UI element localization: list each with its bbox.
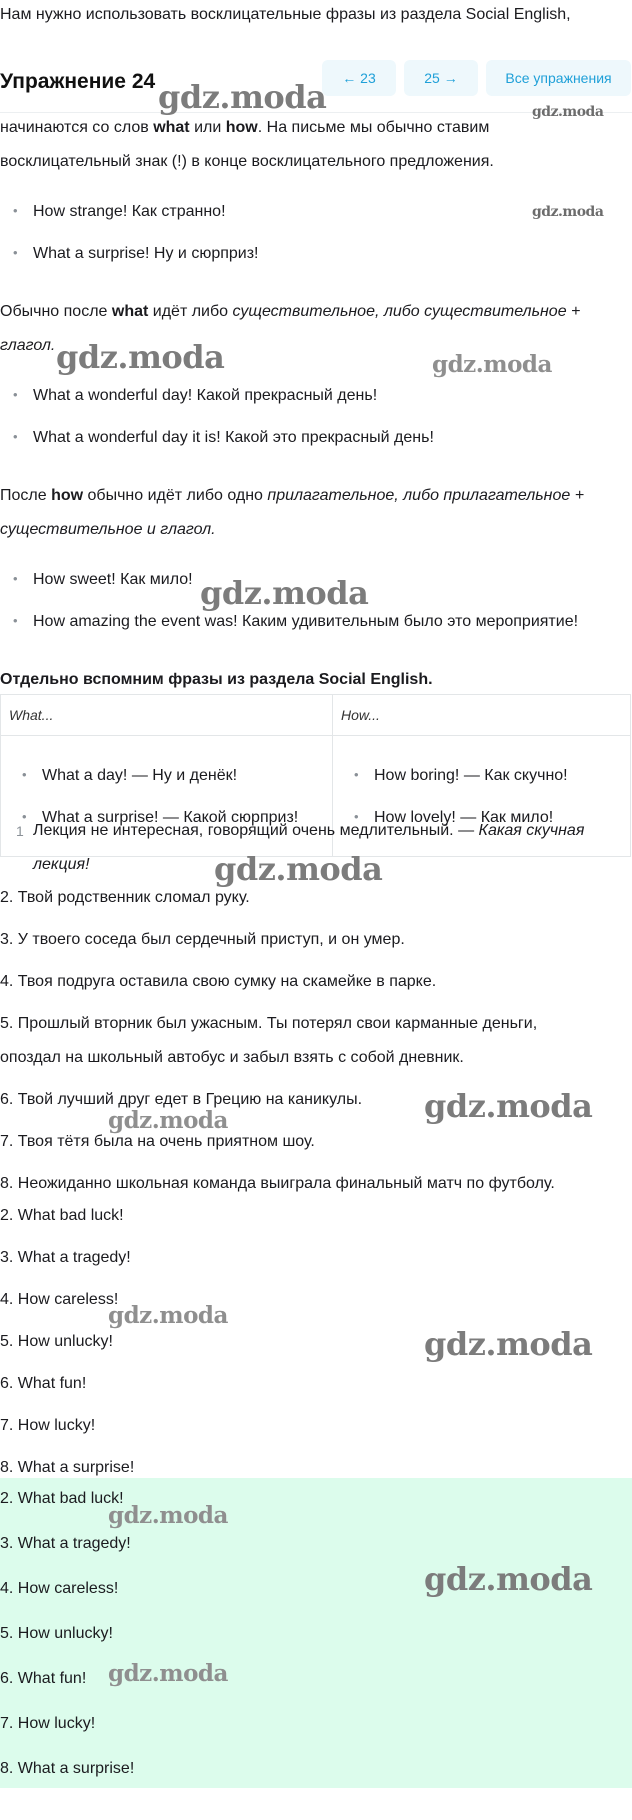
task-item: 2. Твой родственник сломал руку. — [0, 889, 250, 906]
watermark: gdz.moda — [108, 1502, 228, 1529]
watermark: gdz.moda — [424, 1560, 593, 1598]
answer-item: 5. How unlucky! — [0, 1625, 113, 1642]
paragraph-2: Обычно после what идёт либо существительное, либо существительное + — [0, 303, 581, 320]
task-item: 5. Прошлый вторник был ужасным. Ты потерял свои карманные деньги, — [0, 1015, 538, 1032]
list-item: • What a surprise! — Какой сюрприз! — [25, 809, 298, 827]
list-item: • What a day! — Ну и денёк! — [25, 767, 237, 785]
answer-item: 8. What a surprise! — [0, 1760, 135, 1777]
watermark: gdz.moda — [158, 78, 327, 116]
paragraph-1: начинаются со слов what или how. На письме мы обычно ставим — [0, 119, 490, 136]
list-item: • How strange! Как странно! — [16, 203, 226, 221]
page-title: Упражнение 24 — [0, 70, 156, 93]
answer-item: 7. How lucky! — [0, 1715, 96, 1732]
watermark: gdz.moda — [532, 204, 604, 220]
list-item: • What a surprise! Ну и сюрприз! — [16, 245, 259, 263]
watermark: gdz.moda — [424, 1325, 593, 1363]
watermark: gdz.moda — [432, 351, 552, 378]
answer-item: 6. What fun! — [0, 1670, 87, 1687]
answer-item: 2. What bad luck! — [0, 1207, 124, 1224]
intro-text: Нам нужно использовать восклицательные фразы из раздела Social English, — [0, 6, 571, 23]
list-item: • How boring! — Как скучно! — [357, 767, 568, 785]
watermark: gdz.moda — [108, 1107, 228, 1134]
list-item: • What a wonderful day! Какой прекрасный день! — [16, 387, 377, 405]
paragraph-3: После how обычно идёт либо одно прилагательное, либо прилагательное + — [0, 487, 585, 504]
social-english-heading: Отдельно вспомним фразы из раздела Social English. — [0, 671, 433, 688]
table-header-how: How... — [333, 695, 631, 736]
watermark: gdz.moda — [200, 574, 369, 612]
paragraph-3-line2: существительное и глагол. — [0, 521, 216, 538]
task-item: 7. Твоя тётя была на очень приятном шоу. — [0, 1133, 315, 1150]
answer-item: 4. How careless! — [0, 1291, 119, 1308]
task-item: 6. Твой лучший друг едет в Грецию на каникулы. — [0, 1091, 363, 1108]
social-english-table — [0, 694, 632, 826]
task-number: 1 — [16, 823, 24, 839]
all-exercises-button[interactable]: Все упражнения — [486, 60, 631, 96]
paragraph-1-line2: восклицательный знак (!) в конце восклицательного предложения. — [0, 153, 494, 170]
watermark: gdz.moda — [108, 1660, 228, 1687]
task-item-continued: опоздал на школьный автобус и забыл взять с собой дневник. — [0, 1049, 464, 1066]
watermark: gdz.moda — [532, 104, 604, 120]
answer-item: 5. How unlucky! — [0, 1333, 113, 1350]
answer-item: 7. How lucky! — [0, 1417, 96, 1434]
table-header-what: What... — [1, 695, 333, 736]
list-item: • How sweet! Как мило! — [16, 571, 193, 589]
list-item: • How amazing the event was! Каким удивительным было это мероприятие! — [16, 613, 578, 631]
next-exercise-button[interactable]: 25 → — [404, 60, 478, 96]
answer-item: 3. What a tragedy! — [0, 1535, 131, 1552]
task-item: 4. Твоя подруга оставила свою сумку на скамейке в парке. — [0, 973, 437, 990]
answer-item: 2. What bad luck! — [0, 1490, 124, 1507]
task-item: 3. У твоего соседа был сердечный приступ, и он умер. — [0, 931, 405, 948]
answer-item: 8. What a surprise! — [0, 1459, 135, 1476]
watermark: gdz.moda — [424, 1087, 593, 1125]
list-item: • What a wonderful day it is! Какой это прекрасный день! — [16, 429, 434, 447]
answer-item: 4. How careless! — [0, 1580, 119, 1597]
watermark: gdz.moda — [214, 850, 383, 888]
prev-exercise-button[interactable]: ← 23 — [322, 60, 396, 96]
task-1: Лекция не интересная, говорящий очень медлительный. — Какая скучная — [33, 822, 585, 839]
answer-item: 3. What a tragedy! — [0, 1249, 131, 1266]
watermark: gdz.moda — [108, 1302, 228, 1329]
paragraph-2-line2: глагол. — [0, 337, 56, 354]
watermark: gdz.moda — [56, 338, 225, 376]
task-1-answer: лекция! — [33, 856, 90, 873]
answer-item: 6. What fun! — [0, 1375, 87, 1392]
task-item: 8. Неожиданно школьная команда выиграла финальный матч по футболу. — [0, 1175, 555, 1192]
list-item: • How lovely! — Как мило! — [357, 809, 553, 827]
